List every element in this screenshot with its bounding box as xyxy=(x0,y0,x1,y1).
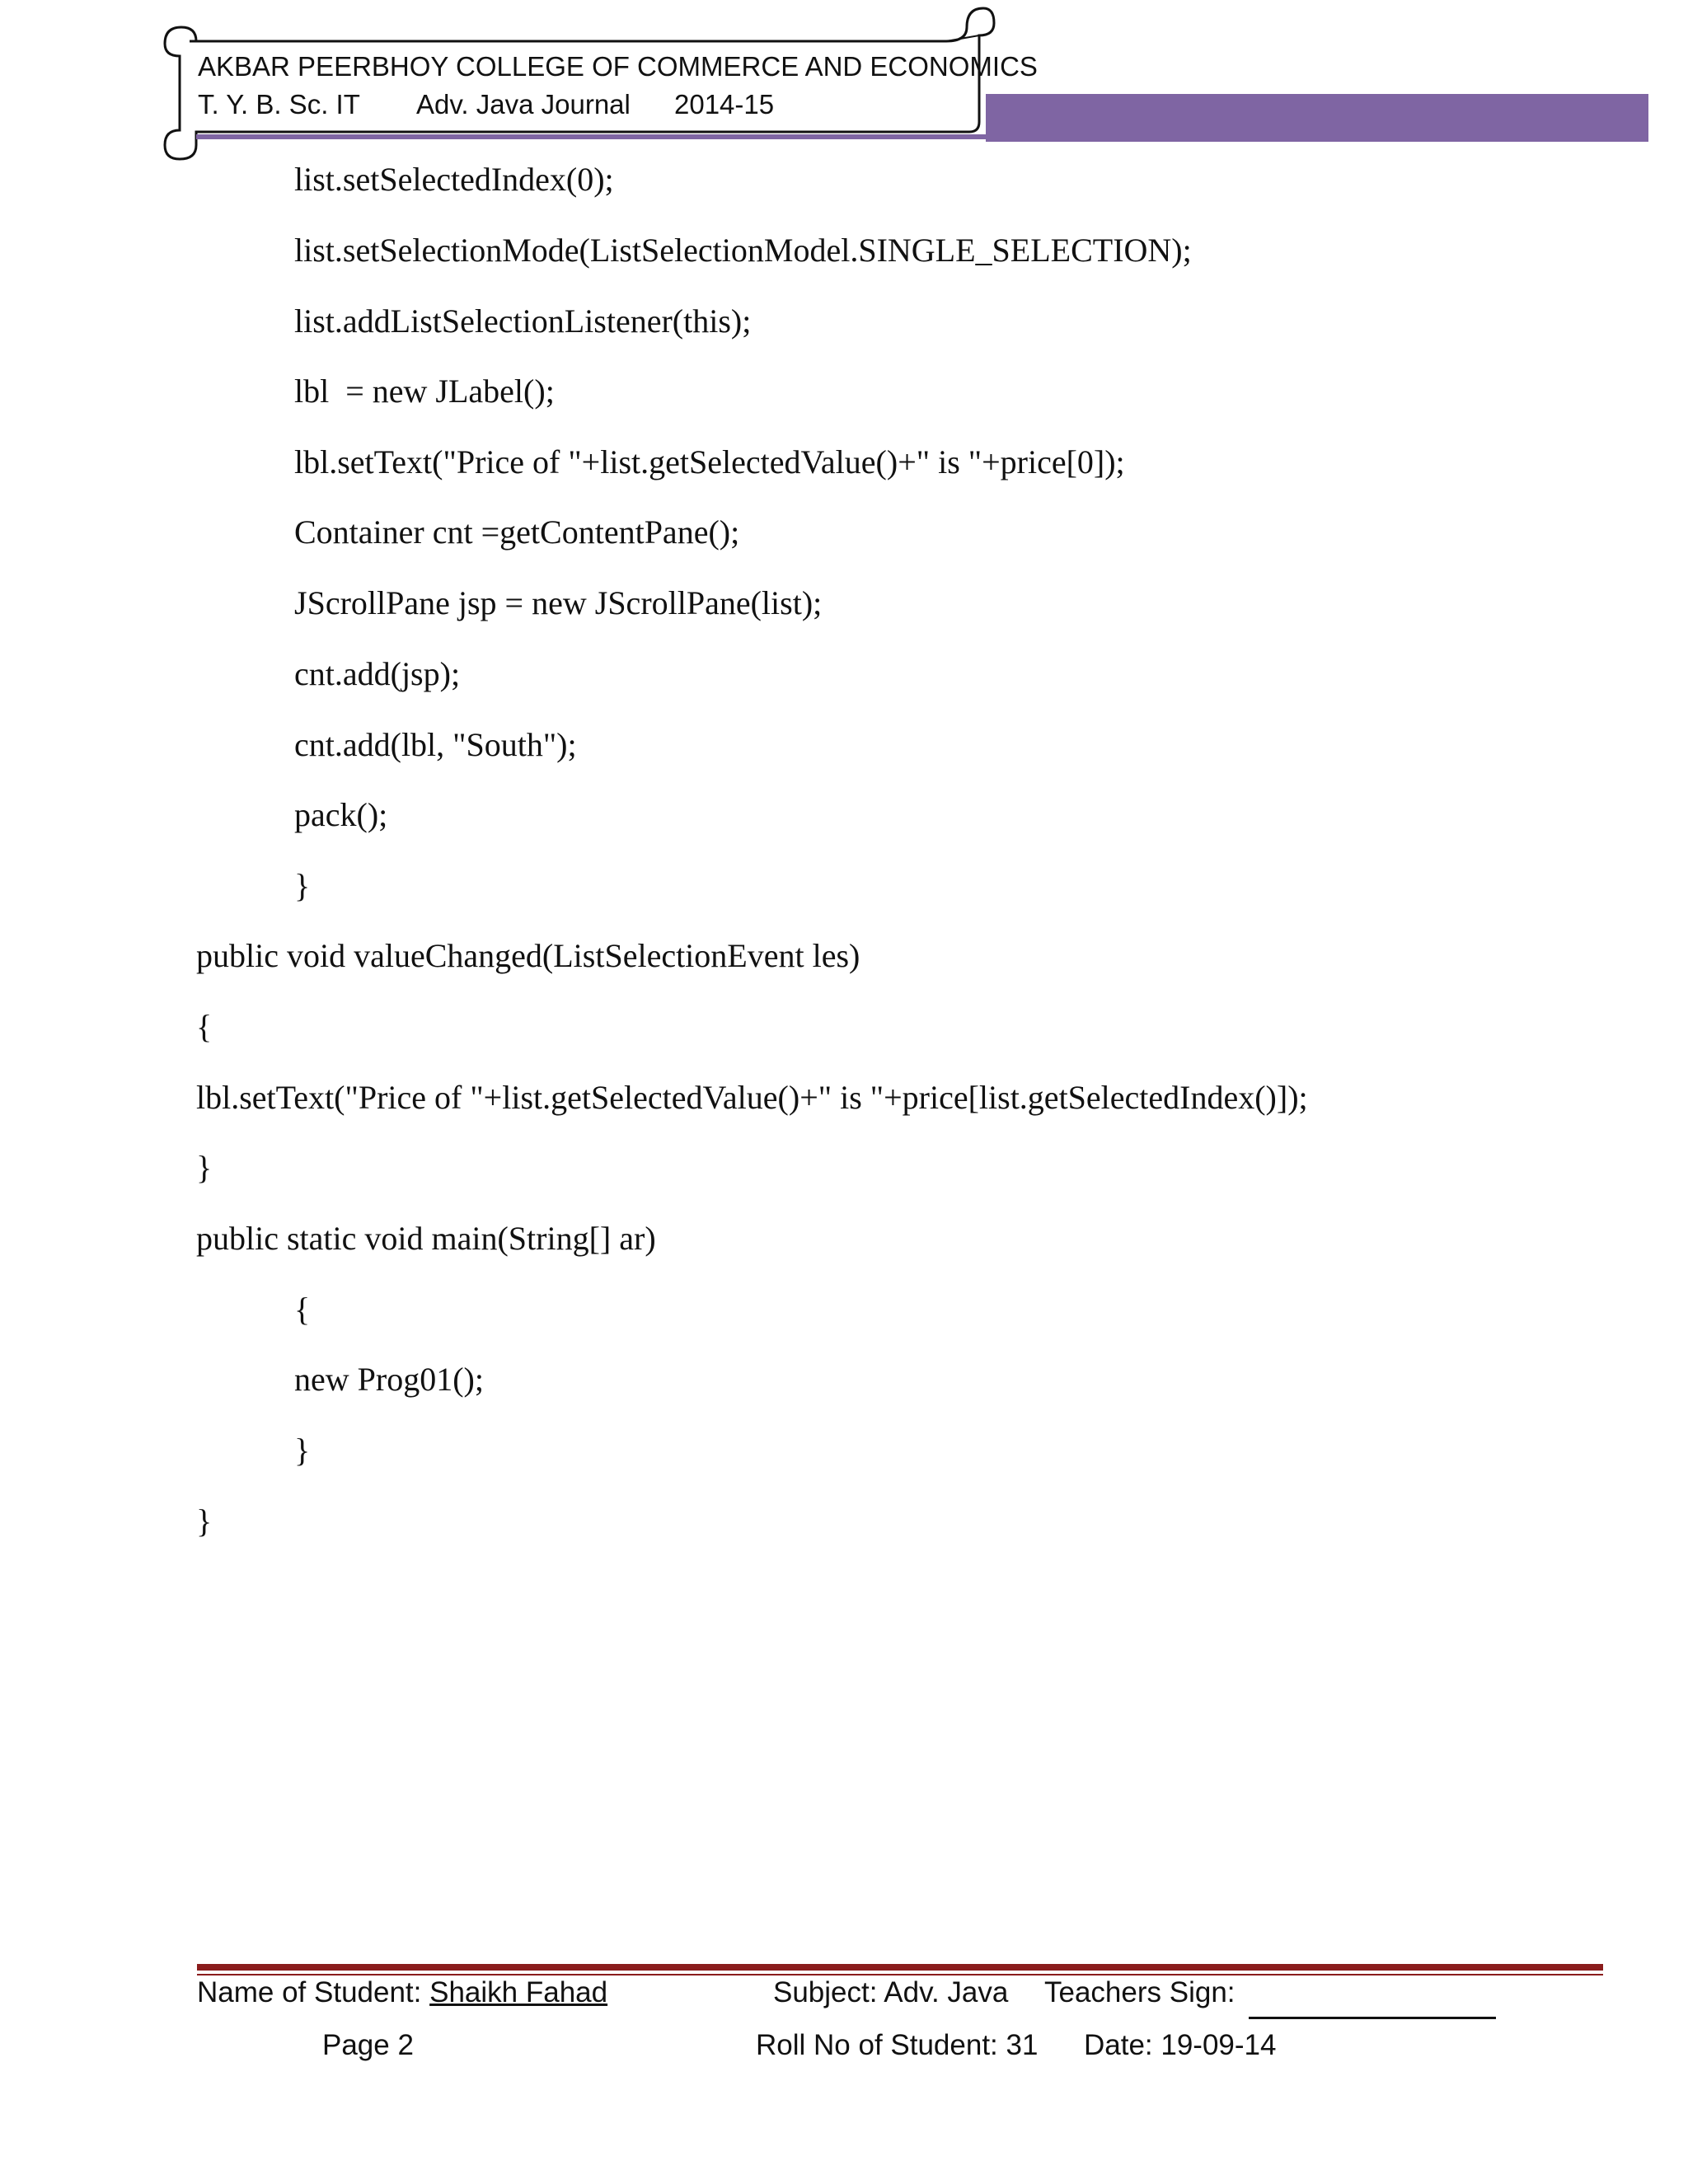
code-line: } xyxy=(294,867,311,904)
header-purple-band xyxy=(986,94,1648,142)
footer-rule xyxy=(197,1964,1603,1971)
roll-number: Roll No of Student: 31 xyxy=(756,2029,1039,2061)
course-name: T. Y. B. Sc. IT xyxy=(198,89,360,120)
student-name-value: Shaikh Fahad xyxy=(429,1976,608,2008)
code-line: Container cnt =getContentPane(); xyxy=(294,513,740,551)
footer-rule-thin xyxy=(197,1974,1603,1975)
date-field: Date: 19-09-14 xyxy=(1084,2029,1277,2061)
academic-year: 2014-15 xyxy=(674,89,775,120)
teacher-sign-label: Teachers Sign: xyxy=(1044,1976,1236,2008)
student-name-label: Name of Student: xyxy=(197,1976,430,2008)
code-line: pack(); xyxy=(294,796,388,833)
code-line: lbl.setText("Price of "+list.getSelectedValue()+" is "+price[list.getSelectedIndex()]); xyxy=(196,1079,1308,1116)
code-line: { xyxy=(294,1291,311,1328)
code-line: public void valueChanged(ListSelectionEvent les) xyxy=(196,937,860,974)
code-line: lbl.setText("Price of "+list.getSelectedValue()+" is "+price[0]); xyxy=(294,443,1125,480)
journal-subject: Adv. Java Journal xyxy=(416,89,631,120)
code-line: cnt.add(jsp); xyxy=(294,655,461,692)
code-line: list.setSelectedIndex(0); xyxy=(294,161,614,198)
page-number: Page 2 xyxy=(322,2029,414,2061)
code-line: } xyxy=(294,1432,311,1469)
code-line: public static void main(String[] ar) xyxy=(196,1220,656,1257)
header-scroll-banner xyxy=(155,7,996,163)
code-line: new Prog01(); xyxy=(294,1361,484,1398)
code-line: list.addListSelectionListener(this); xyxy=(294,302,752,340)
code-line: lbl = new JLabel(); xyxy=(294,373,555,410)
code-line: { xyxy=(196,1008,213,1045)
teacher-sign-line xyxy=(1249,2017,1496,2019)
code-line: } xyxy=(196,1149,213,1186)
code-line: } xyxy=(196,1502,213,1540)
code-line: cnt.add(lbl, "South"); xyxy=(294,726,577,763)
college-name: AKBAR PEERBHOY COLLEGE OF COMMERCE AND ECONOMICS xyxy=(198,51,1038,82)
student-name-field xyxy=(197,1976,607,2009)
subject-field: Subject: Adv. Java xyxy=(773,1976,1009,2008)
code-line: JScrollPane jsp = new JScrollPane(list); xyxy=(294,584,823,621)
code-line: list.setSelectionMode(ListSelectionModel.SINGLE_SELECTION); xyxy=(294,232,1192,269)
